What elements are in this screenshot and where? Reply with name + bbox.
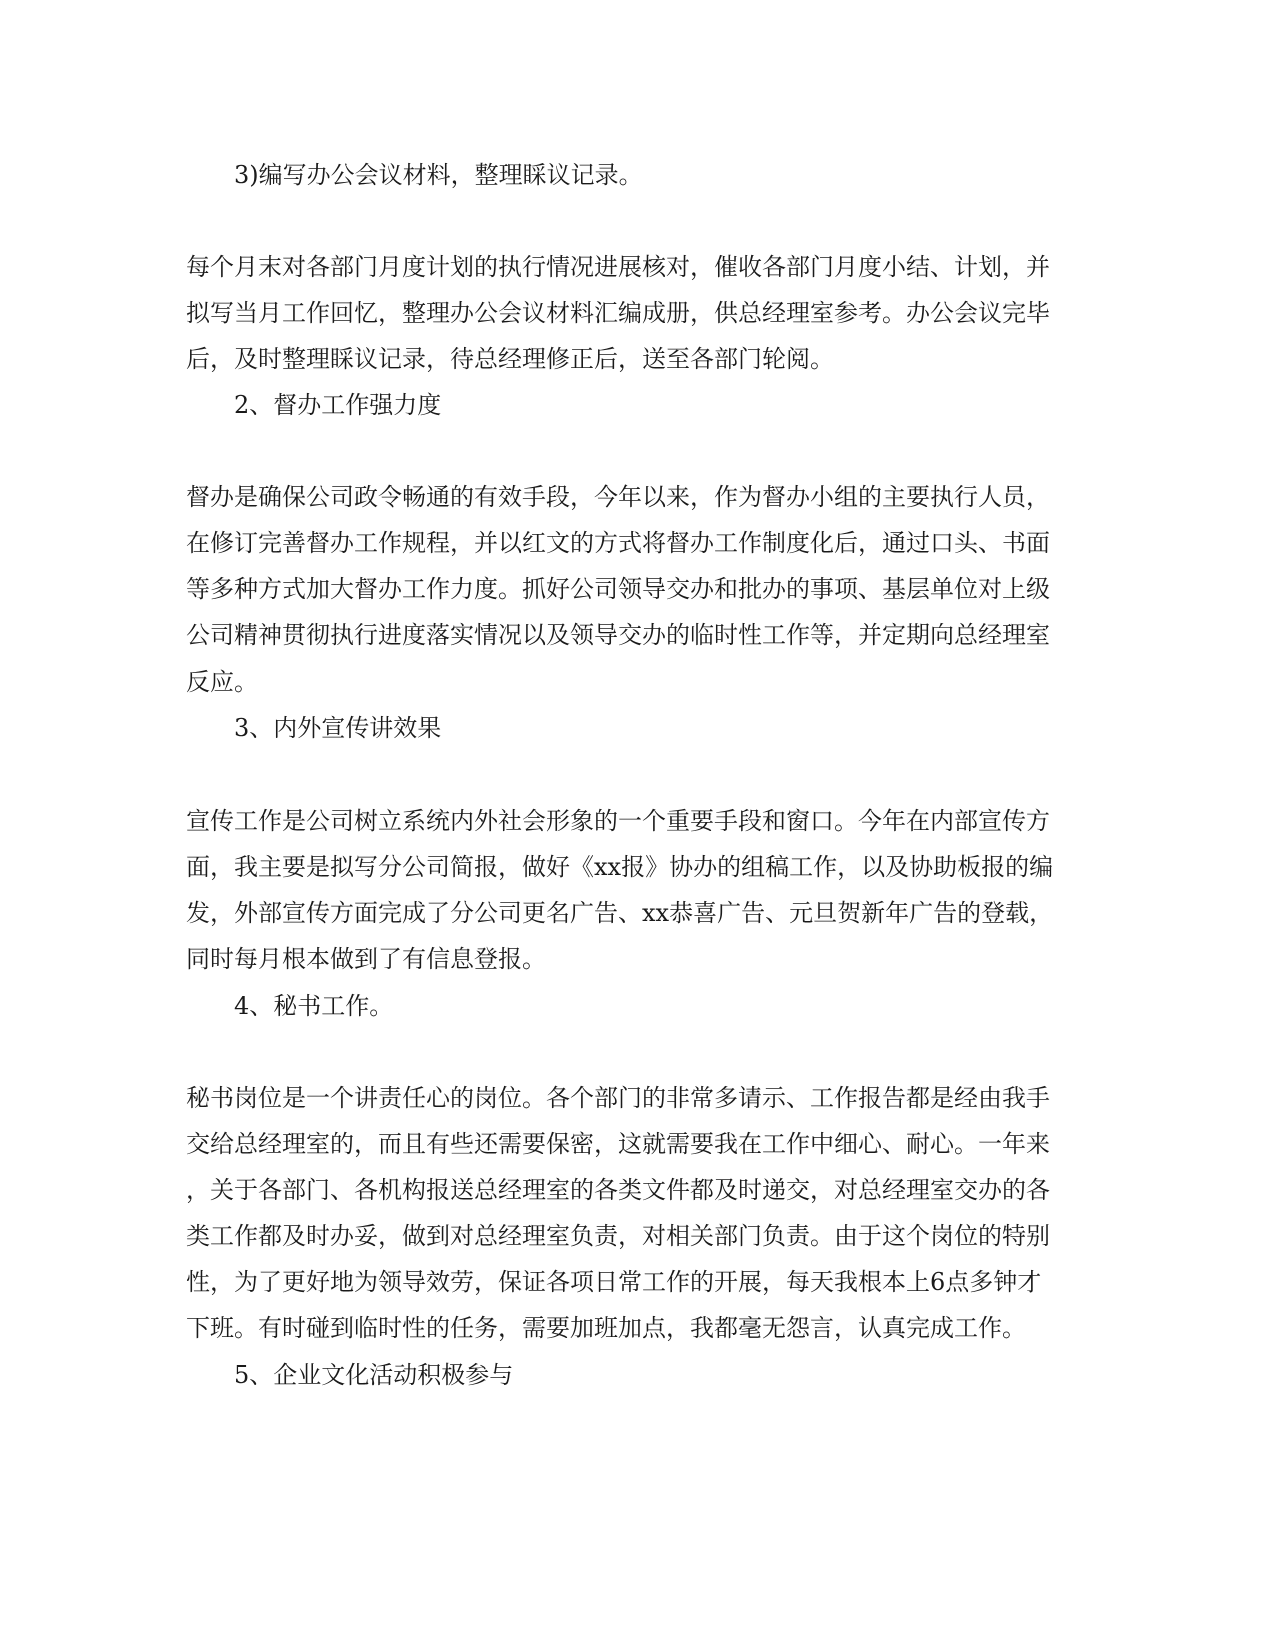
- paragraph-line: 反应。: [186, 668, 258, 696]
- paragraph-line: 宣传工作是公司树立系统内外社会形象的一个重要手段和窗口。今年在内部宣传方: [186, 807, 1050, 835]
- section-heading-2: 2、督办工作强力度: [234, 391, 442, 419]
- paragraph-line: 公司精神贯彻执行进度落实情况以及领导交办的临时性工作等，并定期向总经理室: [186, 621, 1050, 649]
- section-heading-3: 3、内外宣传讲效果: [234, 714, 442, 742]
- paragraph-line: 交给总经理室的，而且有些还需要保密，这就需要我在工作中细心、耐心。一年来: [186, 1130, 1050, 1158]
- paragraph-line: 下班。有时碰到临时性的任务，需要加班加点，我都毫无怨言，认真完成工作。: [186, 1314, 1026, 1342]
- section-heading-5: 5、企业文化活动积极参与: [234, 1361, 514, 1389]
- paragraph-line: 等多种方式加大督办工作力度。抓好公司领导交办和批办的事项、基层单位对上级: [186, 575, 1050, 603]
- paragraph-line: ，关于各部门、各机构报送总经理室的各类文件都及时递交，对总经理室交办的各: [186, 1176, 1050, 1204]
- paragraph-line: 同时每月根本做到了有信息登报。: [186, 945, 546, 973]
- paragraph-line: 发，外部宣传方面完成了分公司更名广告、xx恭喜广告、元旦贺新年广告的登载，: [186, 899, 1054, 927]
- paragraph-line: 秘书岗位是一个讲责任心的岗位。各个部门的非常多请示、工作报告都是经由我手: [186, 1084, 1050, 1112]
- section-heading-4: 4、秘书工作。: [234, 992, 394, 1020]
- paragraph-line: 性，为了更好地为领导效劳，保证各项日常工作的开展，每天我根本上6点多钟才: [186, 1268, 1042, 1296]
- item-3-heading: 3)编写办公会议材料，整理睬议记录。: [234, 161, 643, 189]
- paragraph-line: 每个月末对各部门月度计划的执行情况进展核对，催收各部门月度小结、计划，并: [186, 253, 1050, 281]
- paragraph-line: 后，及时整理睬议记录，待总经理修正后，送至各部门轮阅。: [186, 345, 834, 373]
- paragraph-line: 拟写当月工作回忆，整理办公会议材料汇编成册，供总经理室参考。办公会议完毕: [186, 299, 1050, 327]
- paragraph-line: 在修订完善督办工作规程，并以红文的方式将督办工作制度化后，通过口头、书面: [186, 529, 1050, 557]
- paragraph-line: 类工作都及时办妥，做到对总经理室负责，对相关部门负责。由于这个岗位的特别: [186, 1222, 1050, 1250]
- paragraph-line: 面，我主要是拟写分公司简报，做好《xx报》协办的组稿工作，以及协助板报的编: [186, 853, 1054, 881]
- paragraph-line: 督办是确保公司政令畅通的有效手段，今年以来，作为督办小组的主要执行人员，: [186, 483, 1050, 511]
